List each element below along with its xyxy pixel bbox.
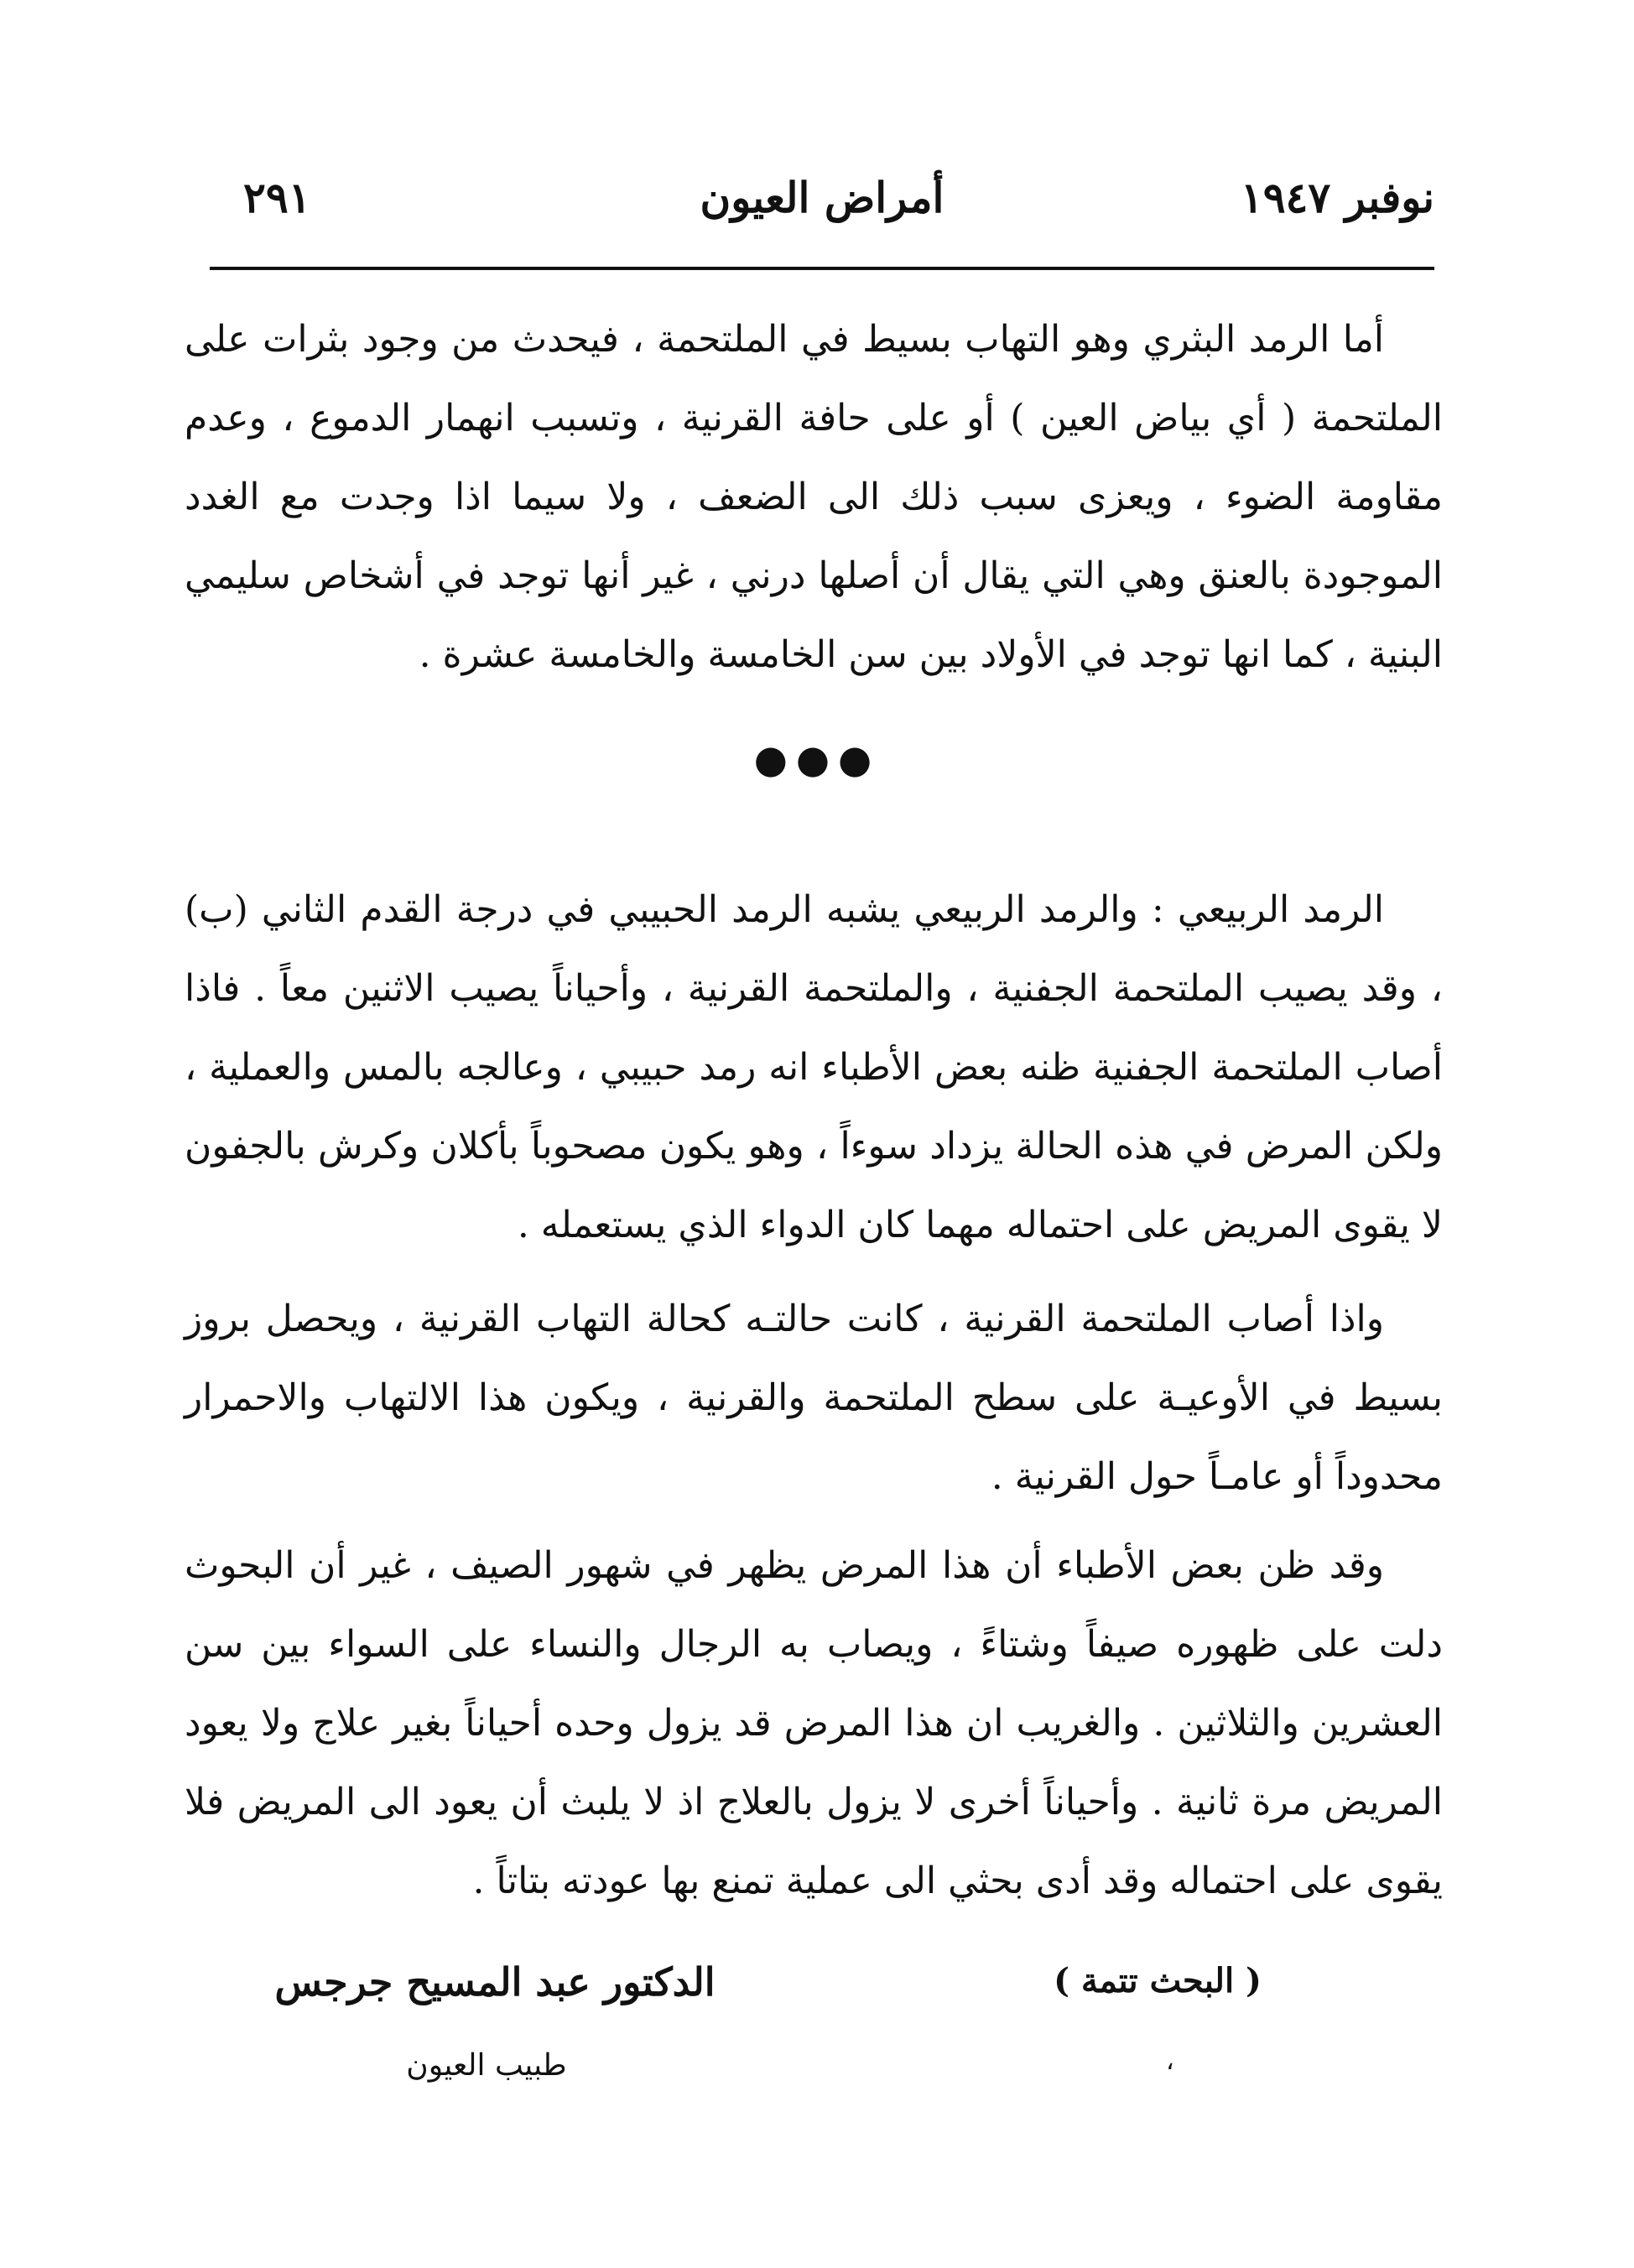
- paragraph-1: أما الرمد البثري وهو التهاب بسيط في الملتحمة ، فيحدث من وجود بثرات على الملتحمة ( أي بياض العين ) أو على حافة القرنية ، وتسبب انهمار الدموع ، وعدم مقاومة الضوء ، ويعزى سبب ذلك الى الضعف ، ولا سيما اذا وجدت مع الغدد الموجودة بالعنق وهي التي يقال أن أصلها درني ، غير أنها توجد في أشخاص سليمي البنية ، كما انها توجد في الأولاد بين سن الخامسة والخامسة عشرة .: [185, 318, 1443, 676]
- paragraph-3: واذا أصاب الملتحمة القرنية ، كانت حالتـه كحالة التهاب القرنية ، ويحصل بروز بسيط في الأوعيـة على سطح الملتحمة والقرنية ، ويكون هذا الالتهاب والاحمرار محدوداً أو عامـاً حول القرنية .: [185, 1298, 1443, 1498]
- signature-name: الدكتور عبد المسيح جرجس: [274, 1959, 716, 2005]
- page-header: [210, 164, 1434, 231]
- page-number: ٢٩١: [243, 173, 311, 222]
- stray-mark: ،: [1166, 2047, 1174, 2076]
- header-title: أمراض العيون: [700, 173, 944, 222]
- signature-title: طبيب العيون: [406, 2048, 567, 2083]
- continued-note: ( البحث تتمة ): [1054, 1961, 1262, 2000]
- header-rule: [210, 267, 1434, 270]
- section-separator: ●●●: [753, 736, 881, 782]
- paragraph-4: وقد ظن بعض الأطباء أن هذا المرض يظهر في شهور الصيف ، غير أن البحوث دلت على ظهوره صيفاً وشتاءً ، ويصاب به الرجال والنساء على السواء بين سن العشرين والثلاثين . والغريب ان هذا المرض قد يزول وحده أحياناً بغير علاج ولا يعود المريض مرة ثانية . وأحياناً أخرى لا يزول بالعلاج اذ لا يلبث أن يعود الى المريض فلا يقوى على احتماله وقد أدى بحثي الى عملية تمنع بها عودته بتاتاً .: [185, 1544, 1443, 1902]
- paragraph-2: الرمد الربيعي : والرمد الربيعي يشبه الرمد الحبيبي في درجة القدم الثاني (ب) ، وقد يصيب الملتحمة الجفنية ، والملتحمة القرنية ، وأحياناً يصيب الاثنين معاً . فاذا أصاب الملتحمة الجفنية ظنه بعض الأطباء انه رمد حبيبي ، وعالجه بالمس والعملية ، ولكن المرض في هذه الحالة يزداد سوءاً ، وهو يكون مصحوباً بأكلان وكرش بالجفون لا يقوى المريض على احتماله مهما كان الدواء الذي يستعمله .: [185, 888, 1443, 1246]
- header-date: نوفبر ١٩٤٧: [1240, 173, 1434, 222]
